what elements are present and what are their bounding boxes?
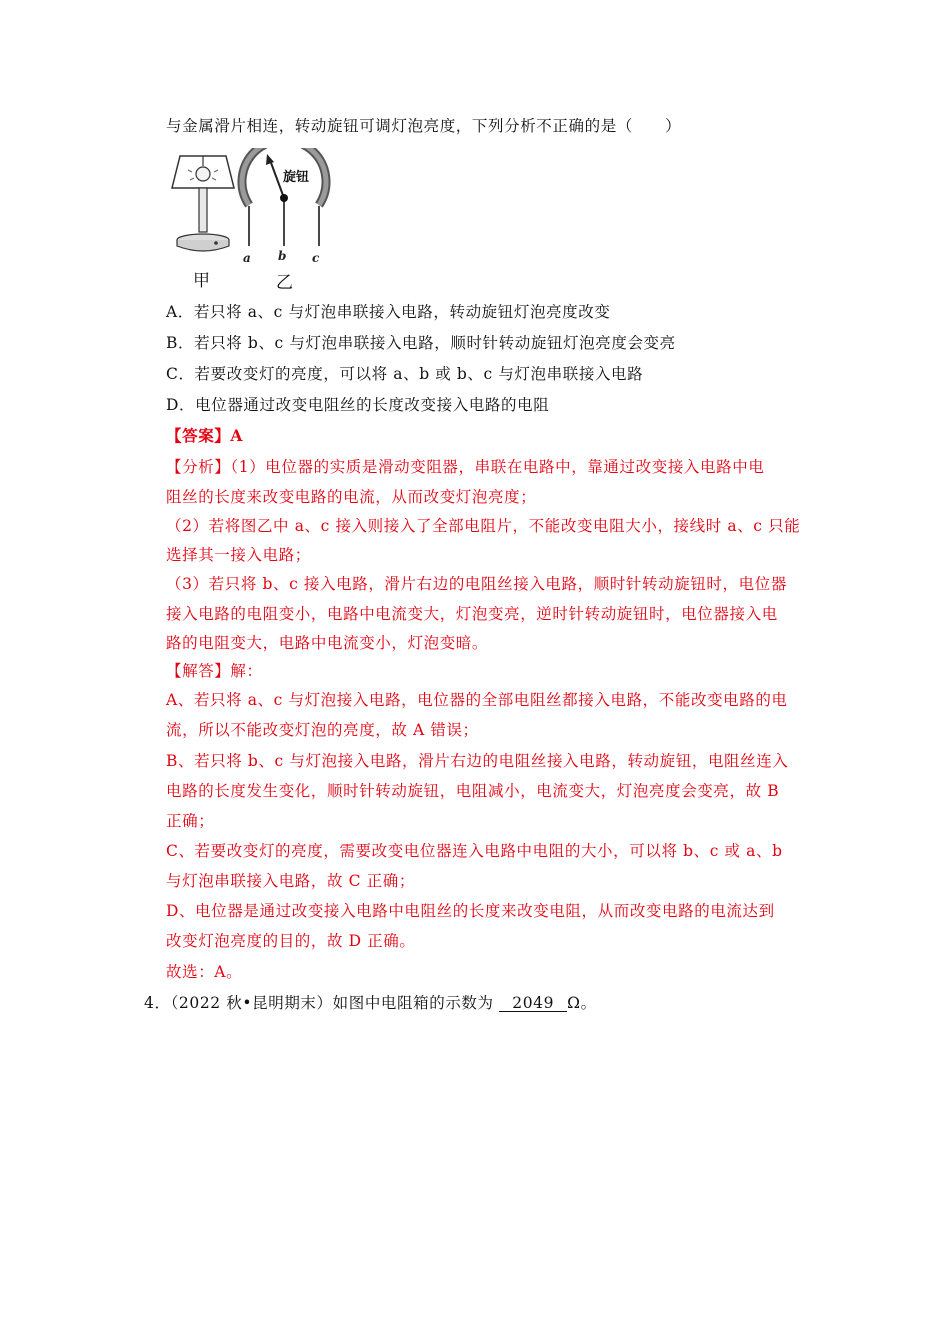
terminal-c-label: c [312, 251, 320, 265]
knob-label: 旋钮 [283, 170, 310, 185]
question4-text: （2022 秋•昆明期末）如图中电阻箱的示数为 [170, 994, 494, 1012]
option-a: A．若只将 a、c 与灯泡串联接入电路，转动旋钮灯泡亮度改变 [166, 303, 611, 321]
solution-line: C、若要改变灯的亮度，需要改变电位器连入电路中电阻的大小，可以将 b、c 或 a、b [166, 842, 783, 860]
solution-line: 电路的长度发生变化，顺时针转动旋钮，电阻减小，电流变大，灯泡亮度会变亮，故 B [166, 782, 780, 800]
answer-line: 【答案】A [166, 426, 244, 445]
analysis-line: 接入电路的电阻变小，电路中电流变大，灯泡变亮，逆时针转动旋钮时，电位器接入电 [166, 605, 778, 623]
terminal-a-label: a [243, 251, 251, 265]
question4-number: 4． [144, 994, 171, 1012]
terminal-b-label: b [278, 249, 287, 263]
figure-label-jia: 甲 [193, 271, 210, 291]
question4 [144, 993, 597, 1013]
analysis-line: 选择其一接入电路； [166, 546, 311, 564]
question4-answer-blank: 2049 [499, 995, 567, 1012]
solution-line: 与灯泡串联接入电路，故 C 正确； [166, 872, 415, 890]
option-b: B．若只将 b、c 与灯泡串联接入电路，顺时针转动旋钮灯泡亮度会变亮 [166, 334, 676, 352]
slider-arrow-icon [270, 160, 284, 198]
solution-line: A、若只将 a、c 与灯泡接入电路，电位器的全部电阻丝都接入电路，不能改变电路的电 [166, 691, 788, 709]
solution-line: 流，所以不能改变灯泡的亮度，故 A 错误； [166, 721, 479, 739]
solution-line: B、若只将 b、c 与灯泡接入电路，滑片右边的电阻丝接入电路，转动旋钮，电阻丝连入 [166, 752, 789, 770]
solution-line: 正确； [166, 812, 215, 830]
question3-stem: 与金属滑片相连，转动旋钮可调灯泡亮度，下列分析不正确的是（ ） [166, 117, 682, 135]
figure-label-yi: 乙 [276, 273, 293, 293]
analysis-line: 阻丝的长度来改变电路的电流，从而改变灯泡亮度； [166, 488, 537, 506]
bulb-icon [196, 167, 210, 181]
potentiometer-diagram [166, 148, 336, 290]
pivot-icon [280, 194, 288, 202]
analysis-line: （2）若将图乙中 a、c 接入则接入了全部电阻片，不能改变电阻大小，接线时 a、c 只能 [166, 517, 801, 535]
option-c: C．若要改变灯的亮度，可以将 a、b 或 b、c 与灯泡串联接入电路 [166, 365, 644, 383]
solution-header: 【解答】解： [166, 662, 263, 680]
conclusion-line: 故选：A。 [166, 963, 243, 981]
solution-line: 改变灯泡亮度的目的，故 D 正确。 [166, 932, 416, 950]
question3-figure [166, 148, 336, 293]
analysis-line: （3）若只将 b、c 接入电路，滑片右边的电阻丝接入电路，顺时针转动旋钮时，电位器 [166, 575, 787, 593]
solution-line: D、电位器是通过改变接入电路中电阻丝的长度来改变电阻，从而改变电路的电流达到 [166, 902, 775, 920]
analysis-line: 路的电阻变大，电路中电流变小，灯泡变暗。 [166, 634, 489, 652]
question4-unit: Ω。 [567, 994, 597, 1012]
analysis-line: 【分析】（1）电位器的实质是滑动变阻器，串联在电路中，靠通过改变接入电路中电 [166, 458, 765, 476]
option-d: D．电位器通过改变电阻丝的长度改变接入电路的电阻 [166, 396, 550, 414]
lamp-stand-icon [199, 188, 207, 232]
